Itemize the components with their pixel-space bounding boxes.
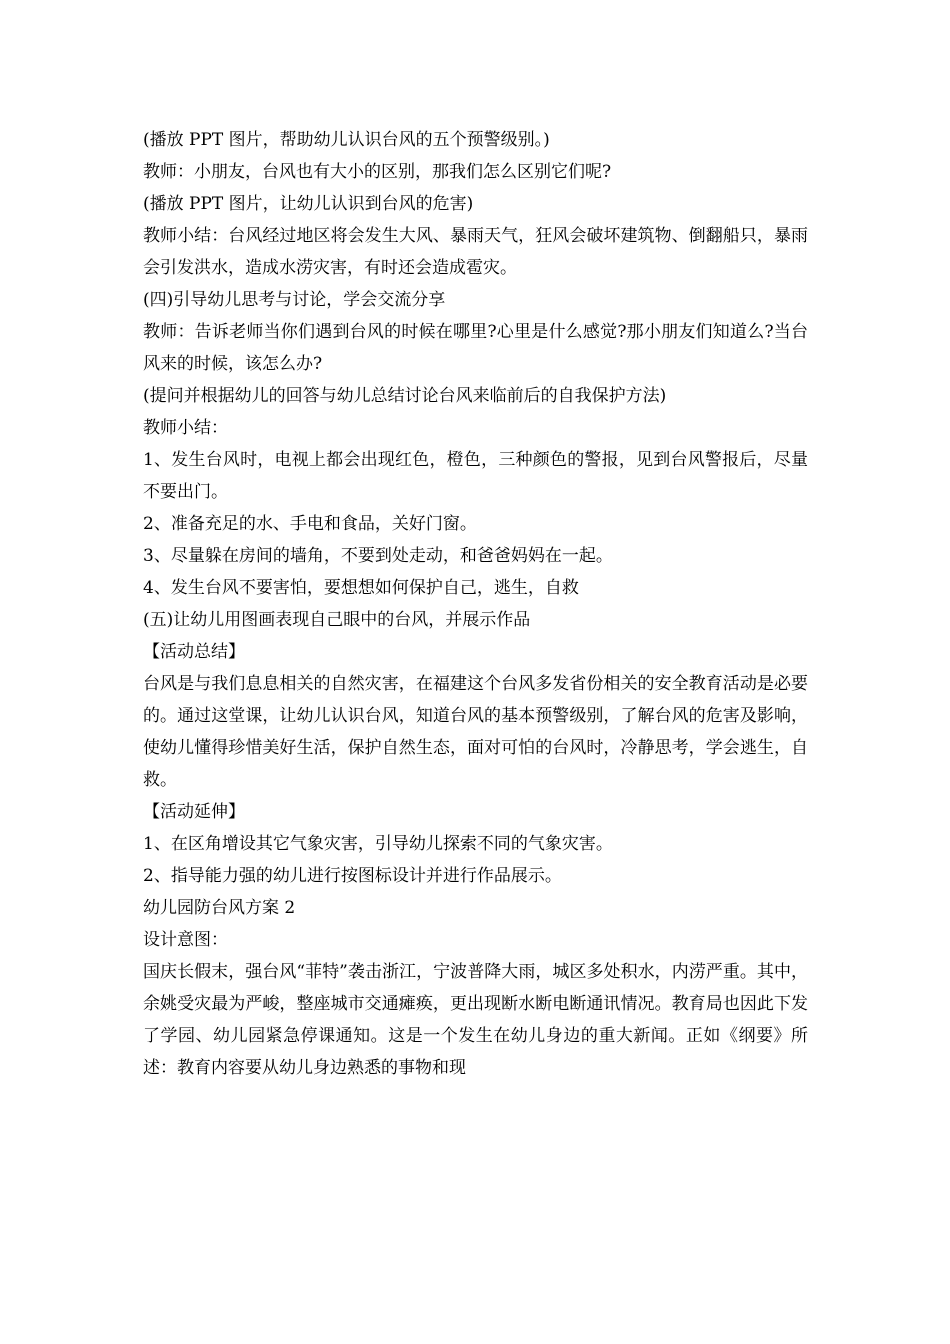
paragraph-teacher-question-feelings: 教师：告诉老师当你们遇到台风的时候在哪里?心里是什么感觉?那小朋友们知道么?当台风来的时候，该怎么办? [143, 322, 808, 374]
paragraph-extension-2: 2、指导能力强的幼儿进行按图标设计并进行作品展示。 [143, 866, 562, 886]
paragraph-ppt-dangers: (播放 PPT 图片，让幼儿认识到台风的危害) [143, 194, 474, 214]
paragraph-teacher-summary-dangers: 教师小结：台风经过地区将会发生大风、暴雨天气，狂风会破坏建筑物、倒翻船只，暴雨会引发洪水，造成水涝灾害，有时还会造成雹灾。 [143, 226, 808, 278]
paragraph-self-protection-discussion: (提问并根据幼儿的回答与幼儿总结讨论台风来临前后的自我保护方法) [143, 386, 667, 406]
paragraph-teacher-question-size: 教师：小朋友，台风也有大小的区别，那我们怎么区别它们呢? [143, 162, 612, 182]
paragraph-extension-1: 1、在区角增设其它气象灾害，引导幼儿探索不同的气象灾害。 [143, 834, 613, 854]
paragraph-tip-1: 1、发生台风时，电视上都会出现红色，橙色，三种颜色的警报，见到台风警报后，尽量不要出门。 [143, 450, 808, 502]
paragraph-tip-3: 3、尽量躲在房间的墙角，不要到处走动，和爸爸妈妈在一起。 [143, 546, 613, 566]
section-heading-activity-summary: 【活动总结】 [143, 642, 245, 662]
paragraph-ppt-warning-levels: (播放 PPT 图片，帮助幼儿认识台风的五个预警级别。) [143, 130, 550, 150]
paragraph-design-intent: 国庆长假末，强台风“菲特”袭击浙江，宁波普降大雨，城区多处积水，内涝严重。其中，余姚受灾最为严峻，整座城市交通瘫痪，更出现断水断电断通讯情况。教育局也因此下发了学园、幼儿园紧急停课通知。这是一个发生在幼儿身边的重大新闻。正如《纲要》所述：教育内容要从幼儿身边熟悉的事物和现 [143, 962, 808, 1078]
document-page [143, 124, 808, 1084]
paragraph-teacher-summary-label: 教师小结： [143, 418, 228, 438]
paragraph-step-five-heading: (五)让幼儿用图画表现自己眼中的台风，并展示作品 [143, 610, 531, 630]
paragraph-tip-4: 4、发生台风不要害怕，要想想如何保护自己，逃生，自救 [143, 578, 579, 598]
plan-title: 幼儿园防台风方案 2 [143, 898, 296, 918]
section-heading-activity-extension: 【活动延伸】 [143, 802, 245, 822]
section-heading-design-intent: 设计意图： [143, 930, 228, 950]
paragraph-step-four-heading: (四)引导幼儿思考与讨论，学会交流分享 [143, 290, 446, 310]
paragraph-tip-2: 2、准备充足的水、手电和食品，关好门窗。 [143, 514, 477, 534]
paragraph-activity-summary: 台风是与我们息息相关的自然灾害，在福建这个台风多发省份相关的安全教育活动是必要的。通过这堂课，让幼儿认识台风，知道台风的基本预警级别，了解台风的危害及影响，使幼儿懂得珍惜美好生活，保护自然生态，面对可怕的台风时，冷静思考，学会逃生，自救。 [143, 674, 808, 790]
